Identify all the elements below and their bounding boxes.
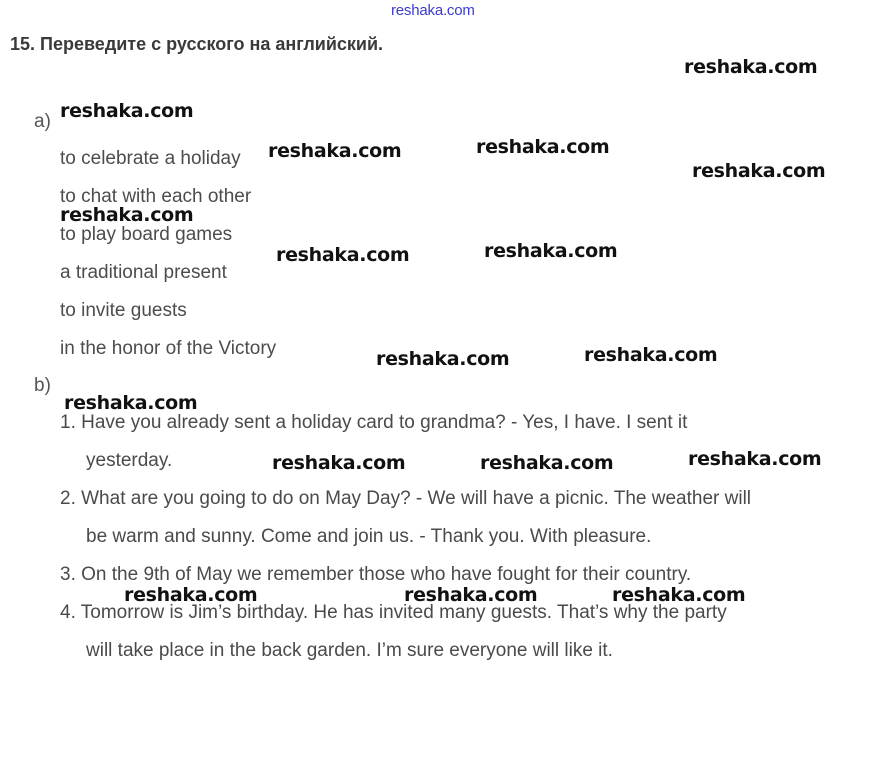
watermark: reshaka.com — [484, 240, 618, 262]
phrase-item: in the honor of the Victory — [60, 338, 277, 359]
phrase-item: to play board games — [60, 224, 233, 245]
sentence-line: 4. Tomorrow is Jim’s birthday. He has invited many guests. That’s why the party — [60, 602, 727, 623]
phrase-item: to celebrate a holiday — [60, 148, 241, 169]
sentence-item — [60, 480, 865, 556]
site-header-link[interactable]: reshaka.com — [391, 2, 475, 19]
sentence-continuation: be warm and sunny. Come and join us. - Thank you. With pleasure. — [86, 526, 652, 547]
watermark: reshaka.com — [60, 204, 194, 226]
section-a-label: a) — [34, 111, 51, 132]
phrase-item: to invite guests — [60, 300, 187, 321]
phrase-item: a traditional present — [60, 262, 227, 283]
sentence-line: 3. On the 9th of May we remember those who have fought for their country. — [60, 564, 692, 585]
watermark: reshaka.com — [692, 160, 826, 182]
watermark: reshaka.com — [276, 244, 410, 266]
sentence-line: 1. Have you already sent a holiday card to grandma? - Yes, I have. I sent it — [60, 412, 688, 433]
watermark: reshaka.com — [612, 584, 746, 606]
watermark: reshaka.com — [376, 348, 510, 370]
watermark: reshaka.com — [272, 452, 406, 474]
sentence-continuation: yesterday. — [86, 450, 173, 471]
section-b-label: b) — [34, 375, 51, 396]
watermark: reshaka.com — [476, 136, 610, 158]
sentence-line: 2. What are you going to do on May Day? - We will have a picnic. The weather will — [60, 488, 752, 509]
watermark: reshaka.com — [688, 448, 822, 470]
sentence-continuation: will take place in the back garden. I’m sure everyone will like it. — [86, 640, 613, 661]
watermark: reshaka.com — [268, 140, 402, 162]
watermark: reshaka.com — [584, 344, 718, 366]
watermark: reshaka.com — [64, 392, 198, 414]
task-title: 15. Переведите с русского на английский. — [10, 34, 384, 54]
watermark: reshaka.com — [480, 452, 614, 474]
watermark: reshaka.com — [60, 100, 194, 122]
watermark: reshaka.com — [684, 56, 818, 78]
watermark: reshaka.com — [124, 584, 258, 606]
watermark: reshaka.com — [404, 584, 538, 606]
phrase-item: to chat with each other — [60, 186, 252, 207]
